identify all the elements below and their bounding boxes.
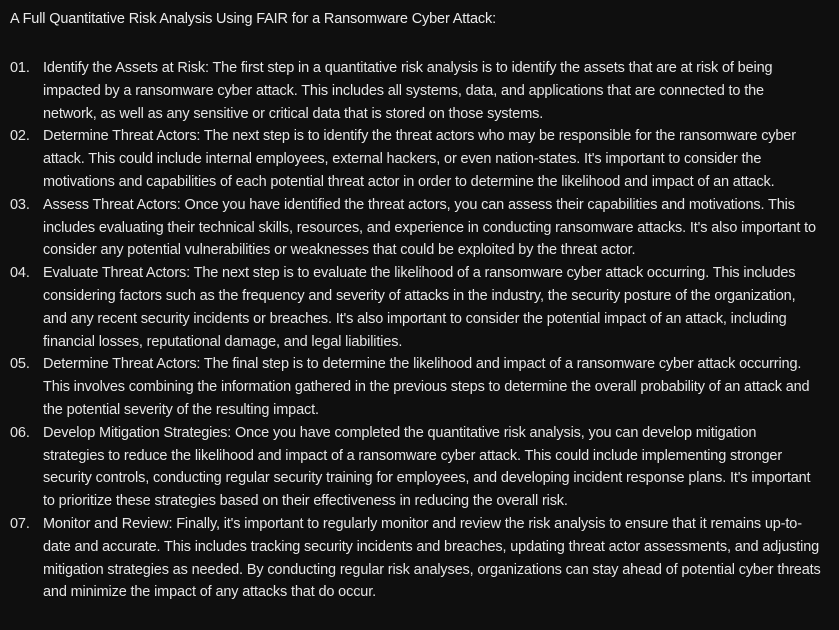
step-text: Identify the Assets at Risk: The first step in a quantitative risk analysis is to identify the assets that are at risk of being impacted by a ransomware cyber attack. This includes all systems, data, and applications that are connected to the network, as well as any sensitive or critical data that is stored on those systems. <box>43 60 773 122</box>
step-text: Assess Threat Actors: Once you have identified the threat actors, you can assess their capabilities and motivations. This includes evaluating their technical skills, resources, and experience in conducting ransomware attacks. It's also important to consider any potential vulnerabilities or weaknesses that could be exploited by the threat actor. <box>43 196 816 259</box>
step-number: 07. <box>10 515 30 532</box>
step-item-03 <box>10 194 829 262</box>
step-number: 03. <box>10 196 30 213</box>
step-text: Evaluate Threat Actors: The next step is to evaluate the likelihood of a ransomware cyber attack occurring. This includes considering factors such as the frequency and severity of attacks in the industry, the security posture of the organization, and any recent security incidents or breaches. It's also important to consider the potential impact of an attack, including financial losses, reputational damage, and legal liabilities. <box>43 265 796 350</box>
step-text: Develop Mitigation Strategies: Once you have completed the quantitative risk analysis, you can develop mitigation strategies to reduce the likelihood and impact of a ransomware cyber attack. This could include implementing stronger security controls, conducting regular security training for employees, and developing incident response plans. It's important to prioritize these strategies based on their effectiveness in reducing the overall risk. <box>43 424 811 510</box>
step-text: Determine Threat Actors: The next step is to identify the threat actors who may be responsible for the ransomware cyber attack. This could include internal employees, external hackers, or even nation-states. It's important to consider the motivations and capabilities of each potential threat actor in order to determine the likelihood and impact of an attack. <box>43 128 796 190</box>
step-number: 06. <box>10 424 30 441</box>
step-item-02 <box>10 125 829 193</box>
step-item-04 <box>10 262 829 353</box>
step-item-05 <box>10 353 829 421</box>
step-number: 01. <box>10 60 30 76</box>
steps-list <box>10 57 829 604</box>
step-item-01 <box>10 57 829 125</box>
step-number: 05. <box>10 356 30 373</box>
step-text: Determine Threat Actors: The final step is to determine the likelihood and impact of a ransomware cyber attack occurring. This involves combining the information gathered in the previous steps to determine the overall probability of an attack and the potential severity of the resulting impact. <box>43 356 810 418</box>
step-item-06 <box>10 422 829 513</box>
step-text: Monitor and Review: Finally, it's important to regularly monitor and review the risk analysis to ensure that it remains up-to-date and accurate. This includes tracking security incidents and breaches, updating threat actor assessments, and adjusting mitigation strategies as needed. By conducting regular risk analyses, organizations can stay ahead of potential cyber threats and minimize the impact of any attacks that do occur. <box>43 515 821 601</box>
step-item-07 <box>10 513 829 604</box>
document-title: A Full Quantitative Risk Analysis Using FAIR for a Ransomware Cyber Attack: <box>10 11 496 27</box>
step-number: 04. <box>10 265 30 282</box>
step-number: 02. <box>10 128 30 145</box>
